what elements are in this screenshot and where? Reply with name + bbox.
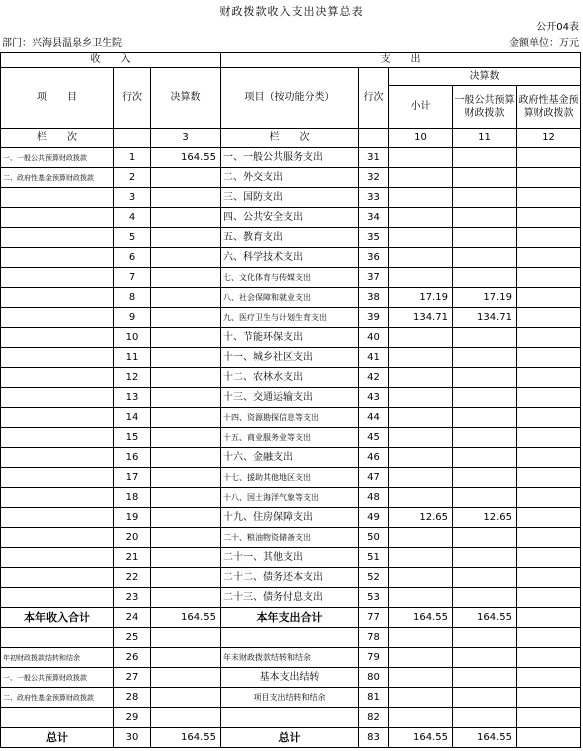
table-row [1, 148, 581, 168]
expense-line-cell: 48 [359, 488, 389, 508]
income-line-cell: 14 [114, 408, 151, 428]
income-amount-cell [151, 368, 221, 388]
general-budget-cell [453, 348, 517, 368]
income-line-cell: 3 [114, 188, 151, 208]
income-item-cell [1, 268, 114, 288]
expense-item-cell: 十、节能环保支出 [221, 328, 359, 348]
gov-fund-cell [517, 288, 581, 308]
subtotal-cell [389, 628, 453, 648]
general-budget-header: 一般公共预算财政拨款 [453, 86, 517, 129]
income-item-cell [1, 568, 114, 588]
income-amount-cell [151, 688, 221, 708]
subtotal-cell: 164.55 [389, 608, 453, 628]
general-budget-cell [453, 248, 517, 268]
expense-line-cell: 46 [359, 448, 389, 468]
expense-line-cell: 37 [359, 268, 389, 288]
gov-fund-cell [517, 688, 581, 708]
income-line-cell: 22 [114, 568, 151, 588]
expense-item-cell: 二、外交支出 [221, 168, 359, 188]
subtotal-cell [389, 248, 453, 268]
expense-item-cell: 二十三、债务付息支出 [221, 588, 359, 608]
income-line-cell: 12 [114, 368, 151, 388]
table-row [1, 688, 581, 708]
income-item-cell: 本年收入合计 [1, 608, 114, 628]
expense-line-cell: 49 [359, 508, 389, 528]
expense-item-cell: 十四、资源勘探信息等支出 [221, 408, 359, 428]
expense-line-cell: 39 [359, 308, 389, 328]
expense-item-cell: 本年支出合计 [221, 608, 359, 628]
expense-line-cell: 43 [359, 388, 389, 408]
income-item-cell [1, 368, 114, 388]
income-item-cell [1, 208, 114, 228]
expense-line-cell: 77 [359, 608, 389, 628]
income-item-cell [1, 248, 114, 268]
income-amount-cell [151, 288, 221, 308]
table-row [1, 228, 581, 248]
income-amount-cell [151, 208, 221, 228]
col-num-line [359, 129, 389, 148]
expense-line-header: 行次 [359, 68, 389, 129]
gov-fund-cell [517, 368, 581, 388]
income-amount-cell: 164.55 [151, 148, 221, 168]
income-line-cell: 15 [114, 428, 151, 448]
income-item-cell: 二、政府性基金预算财政拨款 [1, 168, 114, 188]
general-budget-cell [453, 628, 517, 648]
expense-item-cell: 项目支出结转和结余 [221, 688, 359, 708]
income-line-cell: 24 [114, 608, 151, 628]
general-budget-cell: 164.55 [453, 608, 517, 628]
income-amount-cell [151, 188, 221, 208]
expense-line-cell: 32 [359, 168, 389, 188]
expense-line-cell: 50 [359, 528, 389, 548]
income-item-cell [1, 408, 114, 428]
subtotal-cell [389, 328, 453, 348]
gov-fund-cell [517, 208, 581, 228]
gov-fund-cell [517, 168, 581, 188]
expense-item-cell: 七、文化体育与传媒支出 [221, 268, 359, 288]
table-row [1, 348, 581, 368]
income-line-cell: 4 [114, 208, 151, 228]
gov-fund-cell [517, 628, 581, 648]
general-budget-cell [453, 368, 517, 388]
table-row [1, 188, 581, 208]
subtotal-cell [389, 528, 453, 548]
table-row [1, 708, 581, 728]
expense-line-cell: 52 [359, 568, 389, 588]
income-item-cell: 一、一般公共预算财政拨款 [1, 668, 114, 688]
income-item-cell: 年初财政拨款结转和结余 [1, 648, 114, 668]
subtotal-cell [389, 368, 453, 388]
income-line-cell: 11 [114, 348, 151, 368]
gov-fund-cell [517, 648, 581, 668]
income-item-cell: 二、政府性基金预算财政拨款 [1, 688, 114, 708]
income-item-cell [1, 328, 114, 348]
income-line-cell: 7 [114, 268, 151, 288]
gov-fund-cell [517, 528, 581, 548]
subtotal-cell: 17.19 [389, 288, 453, 308]
income-amount-cell [151, 228, 221, 248]
gov-fund-cell [517, 508, 581, 528]
expense-item-cell: 基本支出结转 [221, 668, 359, 688]
income-line-cell: 26 [114, 648, 151, 668]
income-item-header: 项 目 [1, 68, 114, 129]
expense-line-cell: 33 [359, 188, 389, 208]
expense-item-cell: 十二、农林水支出 [221, 368, 359, 388]
income-amount-cell [151, 428, 221, 448]
general-budget-cell [453, 388, 517, 408]
expense-line-cell: 42 [359, 368, 389, 388]
general-budget-cell [453, 228, 517, 248]
income-line-cell: 16 [114, 448, 151, 468]
gov-fund-cell [517, 328, 581, 348]
general-budget-cell [453, 268, 517, 288]
gov-fund-cell [517, 468, 581, 488]
income-item-cell [1, 348, 114, 368]
income-amount-cell [151, 248, 221, 268]
income-header: 收 入 [1, 53, 221, 68]
expense-item-header: 项目（按功能分类） [221, 68, 359, 129]
income-amount-cell [151, 348, 221, 368]
income-item-cell [1, 508, 114, 528]
income-item-cell [1, 308, 114, 328]
income-amount-cell [151, 468, 221, 488]
general-budget-cell: 164.55 [453, 728, 517, 748]
general-budget-cell [453, 428, 517, 448]
income-line-cell: 13 [114, 388, 151, 408]
expense-header: 支 出 [221, 53, 581, 68]
general-budget-cell: 12.65 [453, 508, 517, 528]
gov-fund-cell [517, 228, 581, 248]
income-item-cell [1, 288, 114, 308]
gov-fund-cell [517, 428, 581, 448]
subtotal-cell [389, 648, 453, 668]
expense-item-cell: 十六、金融支出 [221, 448, 359, 468]
income-item-cell [1, 588, 114, 608]
gov-fund-cell [517, 668, 581, 688]
expense-item-cell: 八、社会保障和就业支出 [221, 288, 359, 308]
table-row [1, 268, 581, 288]
income-item-cell [1, 188, 114, 208]
table-row [1, 508, 581, 528]
col-num-2 [114, 129, 151, 148]
income-line-cell: 23 [114, 588, 151, 608]
income-line-cell: 29 [114, 708, 151, 728]
income-line-cell: 17 [114, 468, 151, 488]
expense-item-cell: 总计 [221, 728, 359, 748]
subtotal-cell [389, 388, 453, 408]
unit-label: 金额单位：万元 [509, 38, 579, 49]
income-amount-cell [151, 668, 221, 688]
general-budget-cell [453, 708, 517, 728]
income-amount-cell [151, 388, 221, 408]
income-item-cell: 一、一般公共预算财政拨款 [1, 148, 114, 168]
gov-fund-cell [517, 388, 581, 408]
expense-item-cell: 二十、粮油物资储备支出 [221, 528, 359, 548]
table-row [1, 468, 581, 488]
income-amount-cell: 164.55 [151, 728, 221, 748]
income-amount-cell [151, 568, 221, 588]
income-line-cell: 10 [114, 328, 151, 348]
gov-fund-cell [517, 708, 581, 728]
expense-item-cell: 年末财政拨款结转和结余 [221, 648, 359, 668]
gov-fund-cell [517, 588, 581, 608]
income-item-cell [1, 628, 114, 648]
expense-item-cell: 二十二、债务还本支出 [221, 568, 359, 588]
expense-item-cell: 三、国防支出 [221, 188, 359, 208]
income-line-cell: 25 [114, 628, 151, 648]
income-line-cell: 19 [114, 508, 151, 528]
income-amount-cell [151, 588, 221, 608]
department-label: 部门：兴海县温泉乡卫生院 [2, 38, 122, 49]
subtotal-cell [389, 208, 453, 228]
gov-fund-cell [517, 308, 581, 328]
subtotal-cell [389, 428, 453, 448]
expense-item-cell [221, 628, 359, 648]
subtotal-cell [389, 488, 453, 508]
table-row [1, 628, 581, 648]
gov-fund-cell [517, 188, 581, 208]
expense-line-cell: 36 [359, 248, 389, 268]
col-num-3: 3 [151, 129, 221, 148]
subtotal-cell [389, 348, 453, 368]
income-amount-cell: 164.55 [151, 608, 221, 628]
general-budget-cell [453, 588, 517, 608]
subtotal-cell [389, 688, 453, 708]
table-row [1, 208, 581, 228]
subtotal-cell [389, 408, 453, 428]
expense-line-cell: 81 [359, 688, 389, 708]
table-row [1, 588, 581, 608]
income-amount-cell [151, 308, 221, 328]
subtotal-cell [389, 548, 453, 568]
subtotal-cell: 134.71 [389, 308, 453, 328]
income-amount-cell [151, 168, 221, 188]
general-budget-cell: 17.19 [453, 288, 517, 308]
income-line-cell: 9 [114, 308, 151, 328]
subtotal-cell: 12.65 [389, 508, 453, 528]
gov-fund-cell [517, 268, 581, 288]
income-amount-cell [151, 708, 221, 728]
gov-fund-cell [517, 728, 581, 748]
income-amount-cell [151, 328, 221, 348]
income-item-cell [1, 428, 114, 448]
income-line-cell: 20 [114, 528, 151, 548]
general-budget-cell [453, 188, 517, 208]
fiscal-summary-table [0, 52, 581, 748]
subtotal-cell [389, 148, 453, 168]
gov-fund-cell [517, 568, 581, 588]
expense-line-cell: 41 [359, 348, 389, 368]
expense-item-cell: 五、教育支出 [221, 228, 359, 248]
income-item-cell [1, 488, 114, 508]
general-budget-cell [453, 408, 517, 428]
expense-line-cell: 44 [359, 408, 389, 428]
expense-line-cell: 78 [359, 628, 389, 648]
col-label-right: 栏 次 [221, 129, 359, 148]
year-total-row [1, 608, 581, 628]
expense-item-cell: 十八、国土海洋气象等支出 [221, 488, 359, 508]
income-amount-cell [151, 548, 221, 568]
gov-fund-cell [517, 548, 581, 568]
expense-line-cell: 34 [359, 208, 389, 228]
expense-item-cell: 六、科学技术支出 [221, 248, 359, 268]
form-code: 公开04表 [536, 22, 579, 33]
expense-line-cell: 79 [359, 648, 389, 668]
expense-item-cell: 十一、城乡社区支出 [221, 348, 359, 368]
general-budget-cell [453, 548, 517, 568]
general-budget-cell [453, 148, 517, 168]
general-budget-cell [453, 168, 517, 188]
table-row [1, 528, 581, 548]
general-budget-cell [453, 668, 517, 688]
income-amount-cell [151, 408, 221, 428]
gov-fund-header: 政府性基金预算财政拨款 [517, 86, 581, 129]
general-budget-cell: 134.71 [453, 308, 517, 328]
income-amount-header: 决算数 [151, 68, 221, 129]
table-row [1, 408, 581, 428]
income-item-cell [1, 388, 114, 408]
subtotal-cell [389, 268, 453, 288]
income-amount-cell [151, 648, 221, 668]
table-row [1, 248, 581, 268]
expense-line-cell: 51 [359, 548, 389, 568]
income-line-cell: 21 [114, 548, 151, 568]
expense-item-cell: 十三、交通运输支出 [221, 388, 359, 408]
table-row [1, 428, 581, 448]
expense-item-cell: 十七、援助其他地区支出 [221, 468, 359, 488]
expense-item-cell: 十五、商业服务业等支出 [221, 428, 359, 448]
income-item-cell [1, 448, 114, 468]
subtotal-cell [389, 568, 453, 588]
general-budget-cell [453, 568, 517, 588]
table-row [1, 568, 581, 588]
subtotal-cell [389, 228, 453, 248]
income-line-cell: 28 [114, 688, 151, 708]
income-line-cell: 27 [114, 668, 151, 688]
income-item-cell [1, 528, 114, 548]
expense-item-cell: 二十一、其他支出 [221, 548, 359, 568]
col-num-11: 11 [453, 129, 517, 148]
table-row [1, 648, 581, 668]
expense-line-cell: 40 [359, 328, 389, 348]
subtotal-header: 小计 [389, 86, 453, 129]
income-line-cell: 18 [114, 488, 151, 508]
gov-fund-cell [517, 608, 581, 628]
gov-fund-cell [517, 248, 581, 268]
table-row [1, 548, 581, 568]
general-budget-cell [453, 448, 517, 468]
col-label-left: 栏 次 [1, 129, 114, 148]
income-amount-cell [151, 268, 221, 288]
expense-item-cell: 四、公共安全支出 [221, 208, 359, 228]
expense-line-cell: 31 [359, 148, 389, 168]
subtotal-cell: 164.55 [389, 728, 453, 748]
gov-fund-cell [517, 488, 581, 508]
expense-line-cell: 80 [359, 668, 389, 688]
income-line-cell: 6 [114, 248, 151, 268]
general-budget-cell [453, 488, 517, 508]
income-line-cell: 2 [114, 168, 151, 188]
expense-line-cell: 83 [359, 728, 389, 748]
expense-line-cell: 35 [359, 228, 389, 248]
income-amount-cell [151, 508, 221, 528]
income-item-cell [1, 228, 114, 248]
income-line-cell: 1 [114, 148, 151, 168]
gov-fund-cell [517, 148, 581, 168]
general-budget-cell [453, 328, 517, 348]
income-item-cell [1, 708, 114, 728]
table-row [1, 288, 581, 308]
expense-line-cell: 53 [359, 588, 389, 608]
expense-item-cell: 九、医疗卫生与计划生育支出 [221, 308, 359, 328]
income-amount-cell [151, 528, 221, 548]
table-row [1, 488, 581, 508]
subtotal-cell [389, 168, 453, 188]
table-row [1, 328, 581, 348]
budget-group-header: 决算数 [389, 68, 581, 86]
col-num-12: 12 [517, 129, 581, 148]
gov-fund-cell [517, 408, 581, 428]
table-row [1, 368, 581, 388]
expense-item-cell: 十九、住房保障支出 [221, 508, 359, 528]
general-budget-cell [453, 688, 517, 708]
general-budget-cell [453, 648, 517, 668]
table-row [1, 388, 581, 408]
gov-fund-cell [517, 448, 581, 468]
expense-line-cell: 38 [359, 288, 389, 308]
table-row [1, 308, 581, 328]
expense-line-cell: 45 [359, 428, 389, 448]
expense-line-cell: 47 [359, 468, 389, 488]
table-row [1, 448, 581, 468]
col-num-10: 10 [389, 129, 453, 148]
general-budget-cell [453, 528, 517, 548]
subtotal-cell [389, 588, 453, 608]
expense-item-cell [221, 708, 359, 728]
income-line-cell: 30 [114, 728, 151, 748]
subtotal-cell [389, 708, 453, 728]
table-row [1, 668, 581, 688]
income-item-cell [1, 468, 114, 488]
table-row [1, 168, 581, 188]
gov-fund-cell [517, 348, 581, 368]
grand-total-row [1, 728, 581, 748]
income-amount-cell [151, 628, 221, 648]
general-budget-cell [453, 468, 517, 488]
income-line-cell: 8 [114, 288, 151, 308]
subtotal-cell [389, 668, 453, 688]
income-item-cell [1, 548, 114, 568]
income-line-header: 行次 [114, 68, 151, 129]
income-amount-cell [151, 448, 221, 468]
expense-item-cell: 一、一般公共服务支出 [221, 148, 359, 168]
expense-line-cell: 82 [359, 708, 389, 728]
income-amount-cell [151, 488, 221, 508]
subtotal-cell [389, 188, 453, 208]
subtotal-cell [389, 448, 453, 468]
income-line-cell: 5 [114, 228, 151, 248]
general-budget-cell [453, 208, 517, 228]
report-title: 财政拨款收入支出决算总表 [219, 5, 364, 18]
subtotal-cell [389, 468, 453, 488]
income-item-cell: 总计 [1, 728, 114, 748]
